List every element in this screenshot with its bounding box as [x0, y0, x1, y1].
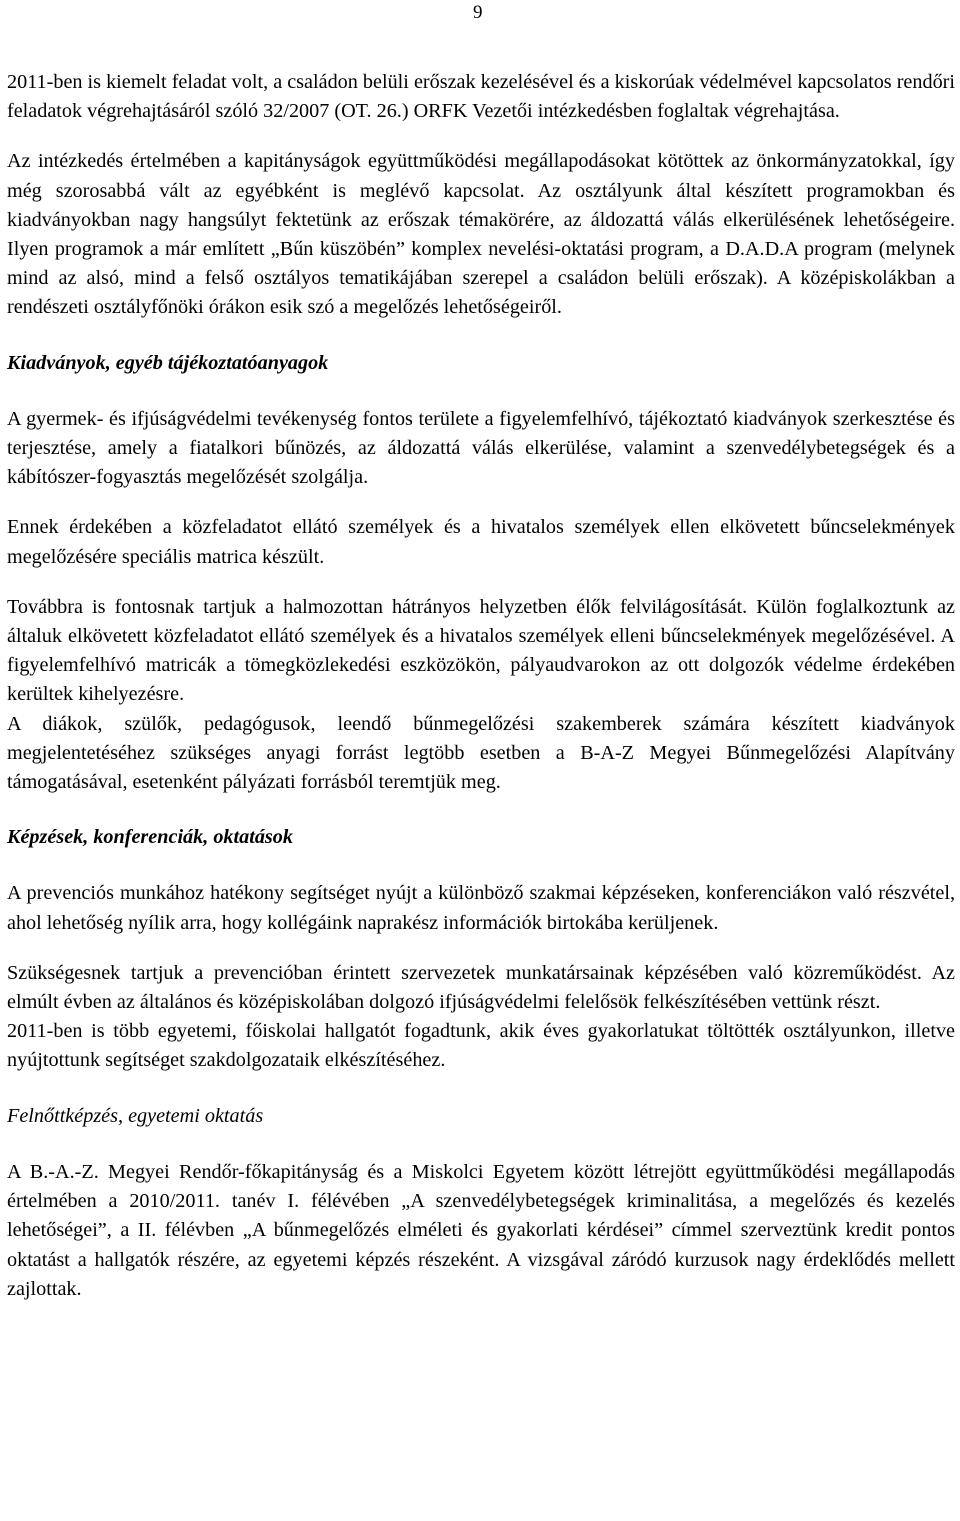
paragraph: A prevenciós munkához hatékony segítséget nyújt a különböző szakmai képzéseken, konferenciákon való részvétel, ahol lehetőség nyílik arra, hogy kollégáink naprakész információk birtokába kerüljenek. — [7, 882, 955, 934]
page-body — [7, 68, 955, 1304]
paragraph: A B.-A.-Z. Megyei Rendőr-főkapitányság és a Miskolci Egyetem között létrejött együttműködési megállapodás értelmében a 2010/2011. tanév I. félévében „A szenvedélybetegségek kriminalitása, a megelőzés és kezelés lehetőségei”, a II. félévben „A bűnmegelőzés elméleti és gyakorlati kérdései” címmel szerveztünk kredit pontos oktatást a hallgatók részére, az egyetemi képzés részeként. A vizsgával záródó kurzusok nagy érdeklődés mellett zajlottak. — [7, 1160, 955, 1300]
paragraph: Ennek érdekében a közfeladatot ellátó személyek és a hivatalos személyek ellen elkövetett bűncselekmények megelőzésére speciális matrica készült. — [7, 516, 955, 568]
paragraph: A gyermek- és ifjúságvédelmi tevékenység fontos területe a figyelemfelhívó, tájékoztató kiadványok szerkesztése és terjesztése, amely a fiatalkori bűnözés, az áldozattá válás elkerülése, valamint a szenvedélybetegségek és a kábítószer-fogyasztás megelőzését szolgálja. — [7, 407, 955, 489]
paragraph: Az intézkedés értelmében a kapitányságok együttműködési megállapodásokat kötöttek az önkormányzatokkal, így még szorosabbá vált az egyébként is meglévő kapcsolat. Az osztályunk által készített programokban és kiadványokban nagy hangsúlyt fektetünk az erőszak témakörére, az áldozattá válás elkerülésének lehetőségeire. Ilyen programok a már említett „Bűn küszöbén” komplex nevelési-oktatási program, a D.A.D.A program (melynek mind az alsó, mind a felső osztályos tematikájában szerepel a családon belüli erőszak). A középiskolákban a rendészeti osztályfőnöki órákon esik szó a megelőzés lehetőségeiről. — [7, 150, 955, 319]
section-heading: Felnőttképzés, egyetemi oktatás — [7, 1104, 264, 1127]
document-page — [7, 0, 955, 1521]
page-number: 9 — [473, 2, 483, 23]
paragraph: 2011-ben is több egyetemi, főiskolai hallgatót fogadtunk, akik éves gyakorlatukat töltötték osztályunkon, illetve nyújtottunk segítséget szakdolgozataik elkészítéséhez. — [7, 1020, 955, 1072]
section-heading: Képzések, konferenciák, oktatások — [7, 826, 293, 849]
section-heading: Kiadványok, egyéb tájékoztatóanyagok — [7, 351, 329, 374]
paragraph: 2011-ben is kiemelt feladat volt, a családon belüli erőszak kezelésével és a kiskorúak védelmével kapcsolatos rendőri feladatok végrehajtásáról szóló 32/2007 (OT. 26.) ORFK Vezetői intézkedésben foglaltak végrehajtása. — [7, 71, 955, 123]
paragraph: Szükségesnek tartjuk a prevencióban érintett szervezetek munkatársainak képzésében való közreműködést. Az elmúlt évben az általános és középiskolában dolgozó ifjúságvédelmi felelősök felkészítésében vettünk részt. — [7, 961, 955, 1014]
paragraph: A diákok, szülők, pedagógusok, leendő bűnmegelőzési szakemberek számára készített kiadványok megjelentetéséhez szükséges anyagi forrást legtöbb esetben a B-A-Z Megyei Bűnmegelőzési Alapítvány támogatásával, esetenként pályázati forrásból teremtjük meg. — [7, 712, 955, 794]
paragraph: Továbbra is fontosnak tartjuk a halmozottan hátrányos helyzetben élők felvilágosítását. Külön foglalkoztunk az általuk elkövetett közfeladatot ellátó személyek és a hivatalos személyek elleni bűncselekmények megelőzésével. A figyelemfelhívó matricák a tömegközlekedési eszközökön, pályaudvarokon az ott dolgozók védelme érdekében kerültek kihelyezésre. — [7, 595, 955, 706]
